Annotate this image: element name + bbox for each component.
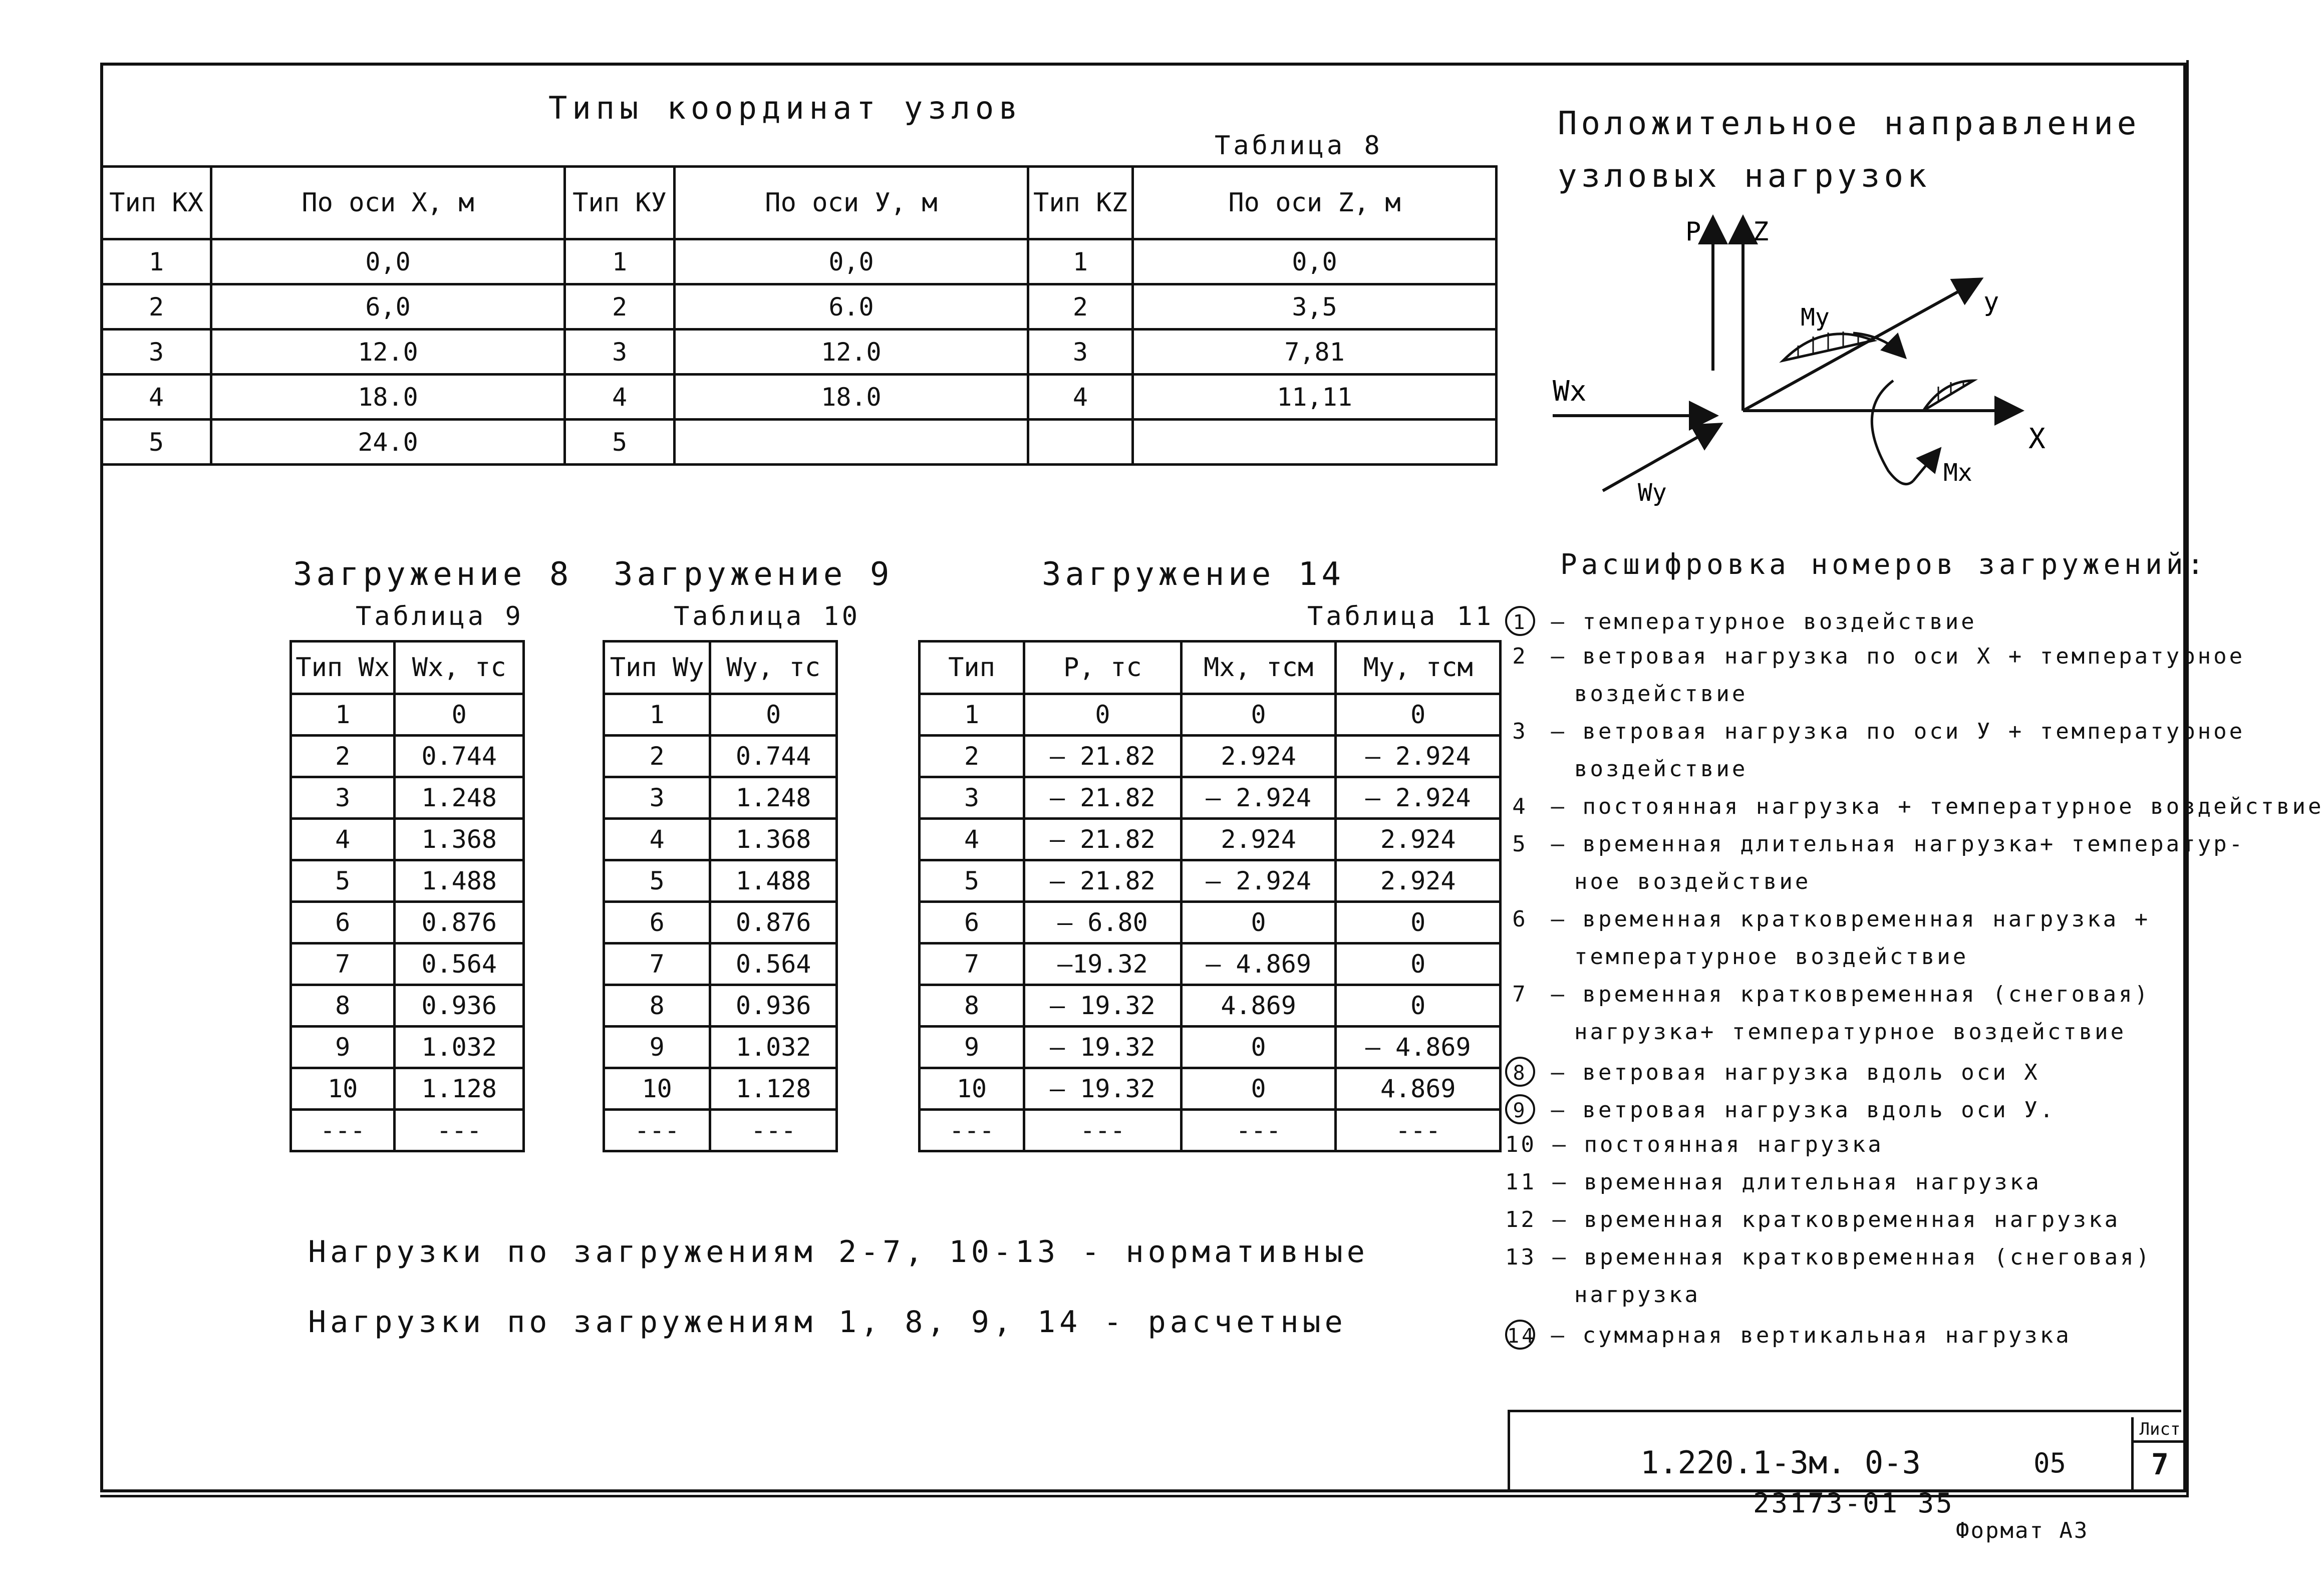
table-cell: 2 (1028, 284, 1132, 330)
legend-number: 2 (1512, 644, 1528, 669)
legend-line: 12 – временная кратковременная нагрузка (1505, 1207, 2121, 1232)
table-cell: 6.0 (675, 284, 1028, 330)
load14-table-label: Таблица 11 (1307, 601, 1495, 632)
table-cell: 12.0 (211, 330, 565, 375)
table-cell: 5 (102, 420, 211, 465)
column-header: По оси Z, м (1133, 167, 1497, 239)
sheet-box (2131, 1417, 2186, 1492)
table-cell: 0 (1336, 694, 1501, 736)
table-cell: 9 (291, 1027, 395, 1068)
sheet-format: Формат А3 (1956, 1518, 2089, 1543)
table-cell: 3 (920, 777, 1024, 819)
table-row (102, 330, 1497, 375)
table-cell: 1 (102, 239, 211, 284)
table-cell (1028, 420, 1132, 465)
table-cell: – 21.82 (1024, 819, 1182, 860)
table-cell: 6,0 (211, 284, 565, 330)
legend-text: суммарная вертикальная нагрузка (1582, 1323, 2072, 1348)
legend-line: 14 – суммарная вертикальная нагрузка (1505, 1320, 2072, 1350)
table-row (604, 985, 837, 1027)
table-cell: --- (395, 1110, 524, 1151)
table-cell: – 19.32 (1024, 985, 1182, 1027)
table-cell: 1.128 (395, 1068, 524, 1110)
label-z: Z (1753, 217, 1769, 247)
column-header: Тип КУ (564, 167, 674, 239)
legend-text: ветровая нагрузка вдоль оси X (1582, 1060, 2040, 1085)
table-row (102, 420, 1497, 465)
legend-line: 10 – постоянная нагрузка (1505, 1132, 1884, 1157)
legend-text: ное воздействие (1574, 869, 1811, 894)
table-cell: 24.0 (211, 420, 565, 465)
table-row (920, 860, 1501, 902)
legend-title: Расшифровка номеров загружений: (1560, 548, 2208, 581)
table-cell: – 19.32 (1024, 1027, 1182, 1068)
table-header-row (291, 642, 524, 694)
table-cell: 6 (604, 902, 710, 944)
table-cell: --- (291, 1110, 395, 1151)
legend-text: воздействие (1574, 681, 1748, 707)
table-cell: 3 (291, 777, 395, 819)
table-cell: 0.564 (710, 944, 837, 985)
legend-number: 14 (1505, 1320, 1535, 1350)
table-cell: 0 (1336, 944, 1501, 985)
table-cell: 1.128 (710, 1068, 837, 1110)
table-cell: 4 (291, 819, 395, 860)
legend-text: временная длительная нагрузка+ температур- (1582, 831, 2245, 857)
load8-title: Загружение 8 (293, 556, 573, 593)
table-row (920, 1110, 1501, 1151)
table-cell: –19.32 (1024, 944, 1182, 985)
table-cell: – 4.869 (1336, 1027, 1501, 1068)
label-p: P (1685, 217, 1701, 247)
table-cell: 0.744 (395, 736, 524, 777)
table-cell: 7,81 (1133, 330, 1497, 375)
table-cell: 0 (1336, 985, 1501, 1027)
table-cell: 11,11 (1133, 375, 1497, 420)
note-normative: Нагрузки по загружениям 2-7, 10-13 - нормативные (308, 1234, 1369, 1270)
label-mx: Mx (1943, 459, 1972, 487)
table-cell: 2 (920, 736, 1024, 777)
load14-table (918, 640, 1502, 1152)
table-cell: 6 (920, 902, 1024, 944)
table-cell: 1.248 (395, 777, 524, 819)
table-cell: – 2.924 (1181, 860, 1336, 902)
load9-title: Загружение 9 (614, 556, 894, 593)
table-cell (675, 420, 1028, 465)
table-cell: 4.869 (1336, 1068, 1501, 1110)
table-row (291, 1068, 524, 1110)
legend-line: 5 – временная длительная нагрузка+ температур- (1505, 831, 2245, 857)
table-cell: 2.924 (1181, 736, 1336, 777)
table-row (920, 902, 1501, 944)
table-cell: 0,0 (211, 239, 565, 284)
table-row (604, 694, 837, 736)
table-cell: 0 (1181, 902, 1336, 944)
table-row (102, 284, 1497, 330)
table-cell: – 2.924 (1336, 777, 1501, 819)
column-header: Wx, тс (395, 642, 524, 694)
table-cell: 5 (920, 860, 1024, 902)
table-row (291, 694, 524, 736)
table-cell: 12.0 (675, 330, 1028, 375)
table-cell: 0.936 (710, 985, 837, 1027)
legend-line: 13 – временная кратковременная (снеговая) (1505, 1244, 2152, 1270)
table-cell: 8 (291, 985, 395, 1027)
table-cell: 1 (1028, 239, 1132, 284)
table-cell: 2 (564, 284, 674, 330)
table-cell: 3,5 (1133, 284, 1497, 330)
table-cell: 0 (1181, 1068, 1336, 1110)
table-cell: 2.924 (1336, 819, 1501, 860)
legend-text: временная кратковременная нагрузка + (1582, 906, 2151, 932)
table-cell: 1 (920, 694, 1024, 736)
direction-title-line1: Положительное направление (1558, 105, 2141, 142)
legend-line: 4 – постоянная нагрузка + температурное воздействие (1505, 794, 2324, 819)
column-header: Тип КZ (1028, 167, 1132, 239)
legend-number: 3 (1512, 719, 1528, 744)
table-cell: 2 (604, 736, 710, 777)
load9-table-label: Таблица 10 (674, 601, 861, 632)
table-header-row (102, 167, 1497, 239)
table-cell: – 4.869 (1181, 944, 1336, 985)
table-cell: 7 (604, 944, 710, 985)
table-row (920, 944, 1501, 985)
legend-text: температурное воздействие (1582, 609, 1977, 635)
table-cell: 3 (1028, 330, 1132, 375)
table-cell: 10 (920, 1068, 1024, 1110)
legend-line: 11 – временная длительная нагрузка (1505, 1169, 2042, 1195)
table-cell: 18.0 (211, 375, 565, 420)
legend-number: 12 (1505, 1207, 1537, 1232)
legend-text: временная длительная нагрузка (1584, 1169, 2042, 1195)
table-row (291, 1027, 524, 1068)
sheet-label: Лист (2134, 1418, 2186, 1443)
table-cell: 0 (1336, 902, 1501, 944)
table-cell: 0,0 (675, 239, 1028, 284)
table-cell: 0 (1181, 1027, 1336, 1068)
table-row (291, 902, 524, 944)
table-header-row (604, 642, 837, 694)
table-row (291, 819, 524, 860)
legend-line: 7 – временная кратковременная (снеговая) (1505, 982, 2150, 1007)
table-row (291, 985, 524, 1027)
table-header-row (920, 642, 1501, 694)
table-cell: 2 (102, 284, 211, 330)
table-row (920, 777, 1501, 819)
legend-line (1505, 681, 1748, 707)
table-cell: 2 (291, 736, 395, 777)
table-cell: --- (710, 1110, 837, 1151)
load14-title: Загружение 14 (1042, 556, 1345, 593)
table-cell: – 21.82 (1024, 860, 1182, 902)
table-cell: 0.744 (710, 736, 837, 777)
table-cell: 2.924 (1181, 819, 1336, 860)
legend-number: 11 (1505, 1169, 1537, 1195)
table-cell: 0 (395, 694, 524, 736)
table-cell: 0,0 (1133, 239, 1497, 284)
table-cell: 0.876 (710, 902, 837, 944)
column-header: My, тсм (1336, 642, 1501, 694)
table-row (920, 985, 1501, 1027)
table-cell: 6 (291, 902, 395, 944)
table-row (920, 736, 1501, 777)
legend-text: временная кратковременная (снеговая) (1582, 982, 2151, 1007)
table-cell: 5 (291, 860, 395, 902)
table-cell: 9 (604, 1027, 710, 1068)
table-cell: – 6.80 (1024, 902, 1182, 944)
table-cell: 4 (102, 375, 211, 420)
sheet-right-edge (2186, 60, 2189, 1497)
load9-table (603, 640, 838, 1152)
legend-text: ветровая нагрузка по оси X + температурное (1582, 644, 2245, 669)
table-row (604, 819, 837, 860)
table-row (102, 239, 1497, 284)
label-y: y (1983, 287, 1999, 317)
legend-line (1505, 944, 1968, 970)
legend-line: 2 – ветровая нагрузка по оси X + температурное (1505, 644, 2245, 669)
table-row (604, 860, 837, 902)
legend-line: 8 – ветровая нагрузка вдоль оси X (1505, 1057, 2040, 1087)
label-my: My (1801, 303, 1830, 332)
column-header: P, тс (1024, 642, 1182, 694)
table-row (604, 1068, 837, 1110)
coord-table-label: Таблица 8 (1215, 131, 1383, 161)
table-cell: 1.488 (395, 860, 524, 902)
legend-number: 13 (1505, 1244, 1537, 1270)
table-cell: --- (1024, 1110, 1182, 1151)
table-cell: --- (1181, 1110, 1336, 1151)
table-cell: 3 (564, 330, 674, 375)
legend-line (1505, 1019, 2126, 1045)
legend-number: 5 (1512, 831, 1528, 857)
table-row (604, 736, 837, 777)
table-cell (1133, 420, 1497, 465)
table-row (920, 819, 1501, 860)
table-row (920, 1068, 1501, 1110)
table-cell: 1.368 (395, 819, 524, 860)
sheet-number: 7 (2151, 1447, 2169, 1481)
table-cell: 10 (291, 1068, 395, 1110)
table-cell: 8 (920, 985, 1024, 1027)
table-row (291, 777, 524, 819)
table-cell: – 21.82 (1024, 736, 1182, 777)
table-row (604, 902, 837, 944)
table-cell: 4 (604, 819, 710, 860)
legend-text: постоянная нагрузка (1584, 1132, 1884, 1157)
table-cell: 4 (564, 375, 674, 420)
table-cell: 1 (604, 694, 710, 736)
table-cell: 9 (920, 1027, 1024, 1068)
coord-table (100, 165, 1498, 466)
table-cell: --- (920, 1110, 1024, 1151)
table-cell: 8 (604, 985, 710, 1027)
note-design: Нагрузки по загружениям 1, 8, 9, 14 - расчетные (308, 1305, 1347, 1340)
table-cell: 1.032 (395, 1027, 524, 1068)
label-x: X (2028, 423, 2046, 455)
table-row (291, 944, 524, 985)
legend-text: нагрузка (1574, 1282, 1700, 1308)
table-cell: --- (604, 1110, 710, 1151)
legend-line (1505, 869, 1811, 894)
table-cell: 5 (564, 420, 674, 465)
column-header: Тип КХ (102, 167, 211, 239)
title-block (1508, 1410, 2181, 1492)
table-row (291, 736, 524, 777)
table-row (102, 375, 1497, 420)
table-row (291, 860, 524, 902)
legend-number: 9 (1505, 1094, 1535, 1124)
table-cell: 4 (1028, 375, 1132, 420)
table-cell: 10 (604, 1068, 710, 1110)
legend-text: температурное воздействие (1574, 944, 1969, 970)
table-cell: 1.248 (710, 777, 837, 819)
table-cell: 0.564 (395, 944, 524, 985)
legend-text: временная кратковременная (снеговая) (1584, 1244, 2152, 1270)
legend-text: постоянная нагрузка + температурное воздействие (1582, 794, 2324, 819)
drawing-code: 1.220.1-3м. 0-3 (1640, 1444, 1921, 1481)
inventory-number: 23173-01 35 (1753, 1487, 1954, 1519)
legend-line: 6 – временная кратковременная нагрузка + (1505, 906, 2150, 932)
table-cell: 0.876 (395, 902, 524, 944)
legend-line: 9 – ветровая нагрузка вдоль оси У. (1505, 1094, 2056, 1124)
legend-number: 6 (1512, 906, 1528, 932)
column-header: Mx, тсм (1181, 642, 1336, 694)
table-cell: 3 (102, 330, 211, 375)
table-cell: 4 (920, 819, 1024, 860)
table-cell: 1.488 (710, 860, 837, 902)
table-row (604, 777, 837, 819)
table-cell: – 2.924 (1336, 736, 1501, 777)
legend-text: ветровая нагрузка вдоль оси У. (1582, 1097, 2056, 1123)
direction-title-line2: узловых нагрузок (1558, 158, 1931, 195)
legend-line (1505, 756, 1748, 782)
issue-number: 05 (2034, 1447, 2067, 1479)
table-cell: 2.924 (1336, 860, 1501, 902)
table-row (604, 1110, 837, 1151)
legend-line: 3 – ветровая нагрузка по оси У + температурное (1505, 719, 2245, 744)
legend-line: 1 – температурное воздействие (1505, 606, 1977, 636)
load-direction-diagram (1543, 210, 2119, 521)
table-cell: 0 (710, 694, 837, 736)
table-cell: 0 (1181, 694, 1336, 736)
table-row (920, 694, 1501, 736)
load8-table-label: Таблица 9 (356, 601, 524, 632)
table-cell: 1.368 (710, 819, 837, 860)
table-cell: 0.936 (395, 985, 524, 1027)
table-row (604, 944, 837, 985)
column-header: Тип Wy (604, 642, 710, 694)
table-row (920, 1027, 1501, 1068)
legend-text: ветровая нагрузка по оси У + температурное (1582, 719, 2245, 744)
table-cell: --- (1336, 1110, 1501, 1151)
legend-number: 8 (1505, 1057, 1535, 1087)
legend-number: 10 (1505, 1132, 1537, 1157)
table-cell: 1.032 (710, 1027, 837, 1068)
table-cell: 5 (604, 860, 710, 902)
table-cell: – 2.924 (1181, 777, 1336, 819)
label-wy: Wy (1638, 479, 1667, 507)
table-cell: 1 (564, 239, 674, 284)
legend-text: воздействие (1574, 756, 1748, 782)
column-header: Тип Wx (291, 642, 395, 694)
legend-number: 1 (1505, 606, 1535, 636)
table-cell: 1 (291, 694, 395, 736)
legend-text: нагрузка+ температурное воздействие (1574, 1019, 2127, 1045)
table-row (291, 1110, 524, 1151)
table-cell: 3 (604, 777, 710, 819)
table-cell: 4.869 (1181, 985, 1336, 1027)
column-header: Wy, тс (710, 642, 837, 694)
table-cell: 7 (291, 944, 395, 985)
legend-line (1505, 1282, 1700, 1308)
table-cell: 18.0 (675, 375, 1028, 420)
legend-number: 4 (1512, 794, 1528, 819)
legend-text: временная кратковременная нагрузка (1584, 1207, 2121, 1232)
column-header: Тип (920, 642, 1024, 694)
table-cell: 7 (920, 944, 1024, 985)
load8-table (289, 640, 525, 1152)
coord-table-title: Типы координат узлов (548, 90, 1023, 126)
table-row (604, 1027, 837, 1068)
table-cell: – 21.82 (1024, 777, 1182, 819)
table-cell: – 19.32 (1024, 1068, 1182, 1110)
table-cell: 0 (1024, 694, 1182, 736)
column-header: По оси X, м (211, 167, 565, 239)
label-wx: Wx (1553, 375, 1587, 408)
legend-number: 7 (1512, 982, 1528, 1007)
column-header: По оси У, м (675, 167, 1028, 239)
